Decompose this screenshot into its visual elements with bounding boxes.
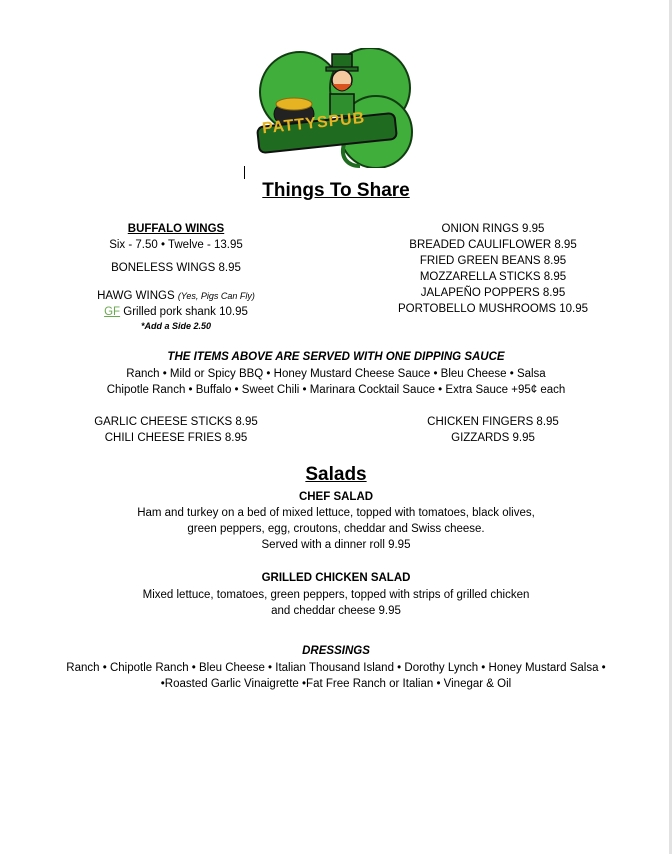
pattys-pub-logo [248, 48, 424, 168]
right-menu-item: JALAPEÑO POPPERS 8.95 [420, 287, 566, 299]
buffalo-wings-prices: Six - 7.50 • Twelve - 13.95 [109, 239, 243, 251]
dressings-line-1: Ranch • Chipotle Ranch • Bleu Cheese • Italian Thousand Island • Dorothy Lynch • Honey Mustard Salsa • [66, 662, 606, 674]
right-menu-item: BREADED CAULIFLOWER 8.95 [409, 239, 577, 251]
right-menu-item: FRIED GREEN BEANS 8.95 [419, 255, 567, 267]
right-menu-item: PORTOBELLO MUSHROOMS 10.95 [397, 303, 589, 315]
buffalo-wings-heading: BUFFALO WINGS [127, 223, 225, 235]
section-title-salads: Salads [305, 464, 367, 485]
dressings-heading: DRESSINGS [302, 645, 370, 657]
chef-salad-desc: green peppers, egg, croutons, cheddar and Swiss cheese. [187, 523, 485, 535]
grilled-chicken-salad-desc: and cheddar cheese 9.95 [271, 605, 401, 617]
logo-text: PATTYSPUB [261, 109, 367, 138]
add-side-note: *Add a Side 2.50 [140, 321, 212, 331]
hawg-wings-name: HAWG WINGS [97, 290, 178, 302]
chef-salad-desc: Ham and turkey on a bed of mixed lettuce, topped with tomatoes, black olives, [137, 507, 535, 519]
hawg-wings-note: (Yes, Pigs Can Fly) [177, 291, 255, 301]
dressings-line-2: •Roasted Garlic Vinaigrette •Fat Free Ranch or Italian • Vinegar & Oil [160, 678, 512, 690]
right-menu-item: MOZZARELLA STICKS 8.95 [419, 271, 567, 283]
right-menu-item: ONION RINGS 9.95 [441, 223, 545, 235]
bottom-left-item: CHILI CHEESE FRIES 8.95 [104, 432, 248, 444]
boneless-wings: BONELESS WINGS 8.95 [111, 262, 241, 274]
hawg-wings [56, 288, 296, 304]
chef-salad-name: CHEF SALAD [298, 491, 374, 503]
bottom-right-item: GIZZARDS 9.95 [451, 432, 535, 444]
sauce-line-2: Chipotle Ranch • Buffalo • Sweet Chili • Marinara Cocktail Sauce • Extra Sauce +95¢ each [106, 384, 566, 396]
sauce-heading: THE ITEMS ABOVE ARE SERVED WITH ONE DIPPING SAUCE [167, 351, 505, 363]
bottom-left-item: GARLIC CHEESE STICKS 8.95 [94, 416, 258, 428]
grilled-chicken-salad-desc: Mixed lettuce, tomatoes, green peppers, topped with strips of grilled chicken [142, 589, 530, 601]
section-title-share: Things To Share [262, 180, 410, 201]
hawg-wings-desc: Grilled pork shank 10.95 [120, 306, 248, 318]
bottom-right-item: CHICKEN FINGERS 8.95 [427, 416, 559, 428]
gluten-free-link[interactable]: GF [104, 306, 121, 318]
chef-salad-desc: Served with a dinner roll 9.95 [261, 539, 411, 551]
sauce-line-1: Ranch • Mild or Spicy BBQ • Honey Mustard Cheese Sauce • Bleu Cheese • Salsa [126, 368, 546, 380]
grilled-chicken-salad-name: GRILLED CHICKEN SALAD [261, 572, 411, 584]
text-cursor [244, 166, 245, 179]
